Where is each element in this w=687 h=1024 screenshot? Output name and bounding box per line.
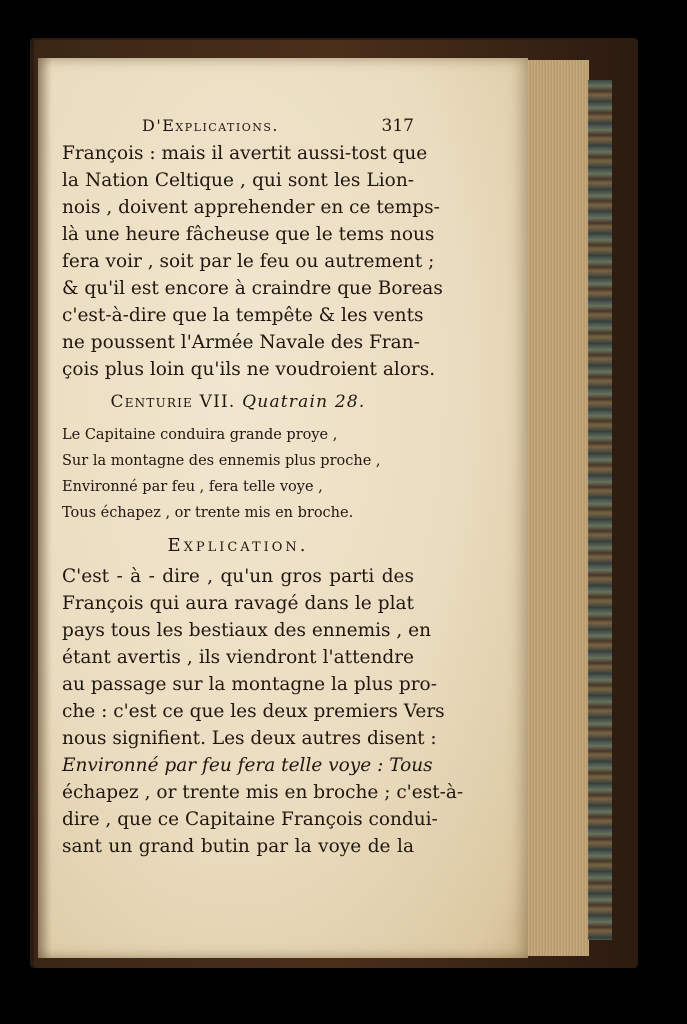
text-line: che : c'est ce que les deux premiers Vers (62, 701, 445, 722)
marbled-edge (588, 80, 612, 940)
page-edges (518, 60, 589, 956)
verse-line: Environné par feu , fera telle voye , (62, 479, 323, 495)
spine-shadow (38, 58, 52, 958)
paragraph-1 (62, 140, 443, 383)
text-line: nois , doivent apprehender en ce temps- (62, 197, 440, 218)
text-line: échapez , or trente mis en broche ; c'est-à- (62, 782, 464, 803)
paragraph-2 (62, 563, 464, 860)
text-line: François qui aura ravagé dans le plat (62, 593, 414, 614)
verse-line: Le Capitaine conduira grande proye , (62, 427, 338, 443)
centurie-label: Centurie VII. (110, 392, 236, 412)
text-line: ne poussent l'Armée Navale des Fran- (62, 332, 420, 353)
text-line: c'est-à-dire que la tempête & les vents (62, 305, 424, 326)
text-line: Environné par feu fera telle voye : Tous (62, 755, 433, 776)
text-line: François : mais il avertit aussi-tost que (62, 143, 428, 164)
page-text (62, 112, 464, 860)
text-line: étant avertis , ils viendront l'attendre (62, 647, 414, 668)
text-line: la Nation Celtique , qui sont les Lion- (62, 170, 414, 191)
text-line: pays tous les bestiaux des ennemis , en (62, 620, 432, 641)
section-heading (62, 389, 414, 416)
text-line: au passage sur la montagne la plus pro- (62, 674, 437, 695)
explication-title: Explication. (167, 535, 309, 556)
text-line: là une heure fâcheuse que le tems nous (62, 224, 435, 245)
verse-line: Tous échapez , or trente mis en broche. (62, 505, 354, 521)
text-line: C'est - à - dire , qu'un gros parti des (62, 566, 414, 587)
text-line: fera voir , soit par le feu ou autrement ; (62, 251, 435, 272)
running-head: D'Explications. (142, 116, 279, 135)
quatrain (62, 422, 414, 526)
page-number: 317 (381, 116, 414, 136)
running-header (62, 112, 414, 140)
text-line: çois plus loin qu'ils ne voudroient alors. (62, 359, 436, 380)
text-line: & qu'il est encore à craindre que Boreas (62, 278, 443, 299)
verse-line: Sur la montagne des ennemis plus proche , (62, 453, 381, 469)
text-line: dire , que ce Capitaine François condui- (62, 809, 438, 830)
text-line: nous signifient. Les deux autres disent : (62, 728, 437, 749)
text-line: sant un grand butin par la voye de la (62, 836, 414, 857)
quatrain-label: Quatrain 28. (242, 392, 366, 412)
